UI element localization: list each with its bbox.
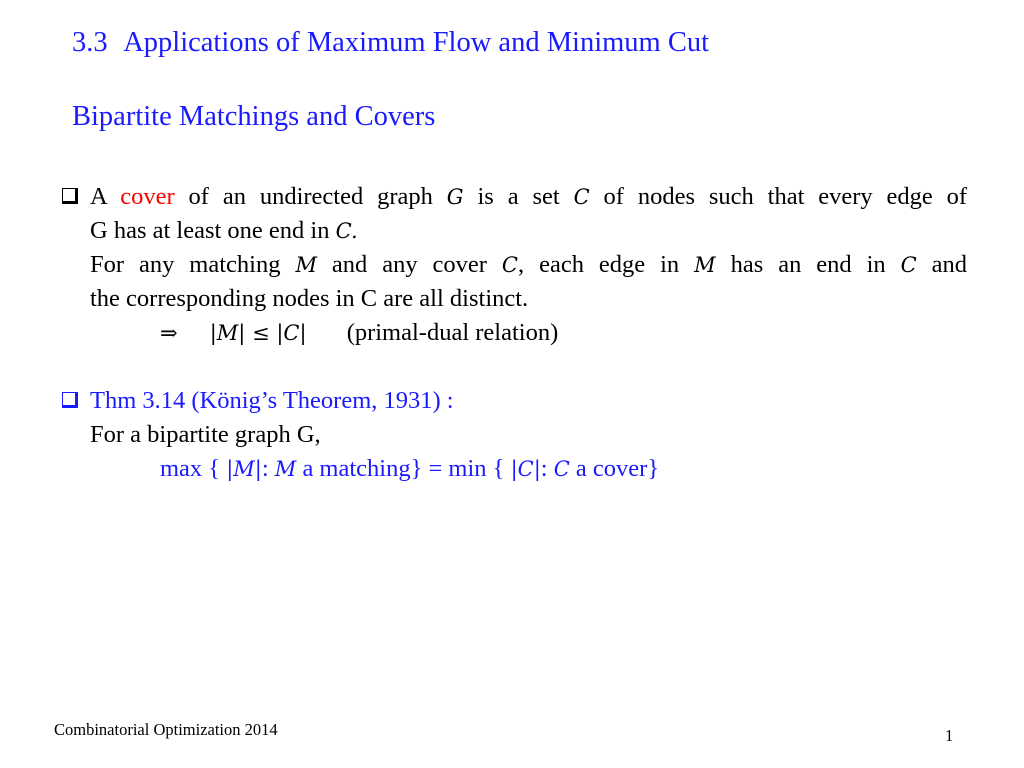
text-for-any-matching: For any matching xyxy=(90,251,281,278)
cover-definition xyxy=(90,180,967,316)
footer-course: Combinatorial Optimization 2014 xyxy=(54,720,278,739)
theorem-block xyxy=(90,384,454,452)
text-has-an-end: has an end in xyxy=(730,251,886,278)
math-C: C xyxy=(501,253,518,277)
math-C: C xyxy=(573,185,590,209)
text-max: max { xyxy=(160,455,221,482)
text-and: and xyxy=(931,251,968,278)
text-a-cover: a cover} xyxy=(575,455,660,482)
math-M: M xyxy=(274,457,297,481)
definition-line-3 xyxy=(90,248,967,282)
math-G: G xyxy=(446,185,464,209)
section-number: 3.3 xyxy=(72,27,108,58)
relation-label: (primal-dual relation) xyxy=(346,319,559,346)
math-C: C xyxy=(335,219,351,243)
text-and-any-cover: and any cover xyxy=(331,251,487,278)
slide-subtitle: Bipartite Matchings and Covers xyxy=(72,101,436,132)
text-a-matching: a matching} = min { xyxy=(302,455,505,482)
text-a: A xyxy=(90,183,107,210)
checkbox-bullet-icon xyxy=(62,188,78,204)
checkbox-bullet-icon xyxy=(62,392,78,408)
page-number: 1 xyxy=(945,726,954,745)
math-relation: |M| ≤ |C| xyxy=(209,321,307,345)
definition-line-1 xyxy=(90,180,967,214)
text-is-a-set: is a set xyxy=(477,183,560,210)
theorem-statement xyxy=(160,452,659,486)
term-cover: cover xyxy=(120,183,175,210)
text-period: . xyxy=(350,219,358,243)
definition-line-4 xyxy=(90,282,967,316)
text-each-edge: , each edge in xyxy=(518,251,680,278)
math-M: M xyxy=(295,253,317,277)
math-C: C xyxy=(553,457,570,481)
theorem-heading: Thm 3.14 (König’s Theorem, 1931) : xyxy=(90,387,454,414)
math-C: C xyxy=(900,253,917,277)
text-corresponding: the corresponding nodes in C are all distinct. xyxy=(90,285,529,312)
math-M: M xyxy=(694,253,716,277)
implies-symbol: ⇒ xyxy=(160,321,178,345)
text-colon: : xyxy=(540,455,548,482)
definition-line-2 xyxy=(90,214,967,248)
section-title: Applications of Maximum Flow and Minimum Cut xyxy=(123,27,710,58)
slide-title xyxy=(72,27,709,59)
math-abs-C: |C| xyxy=(510,457,541,481)
text-of-graph: of an undirected graph xyxy=(188,183,433,210)
text-colon: : xyxy=(261,455,269,482)
theorem-premise: For a bipartite graph G, xyxy=(90,421,321,448)
text-g-has: G has at least one end in xyxy=(90,217,330,244)
primal-dual-relation xyxy=(160,316,558,350)
math-abs-M: |M| xyxy=(226,457,262,481)
text-of-nodes: of nodes such that every edge of xyxy=(603,183,968,210)
